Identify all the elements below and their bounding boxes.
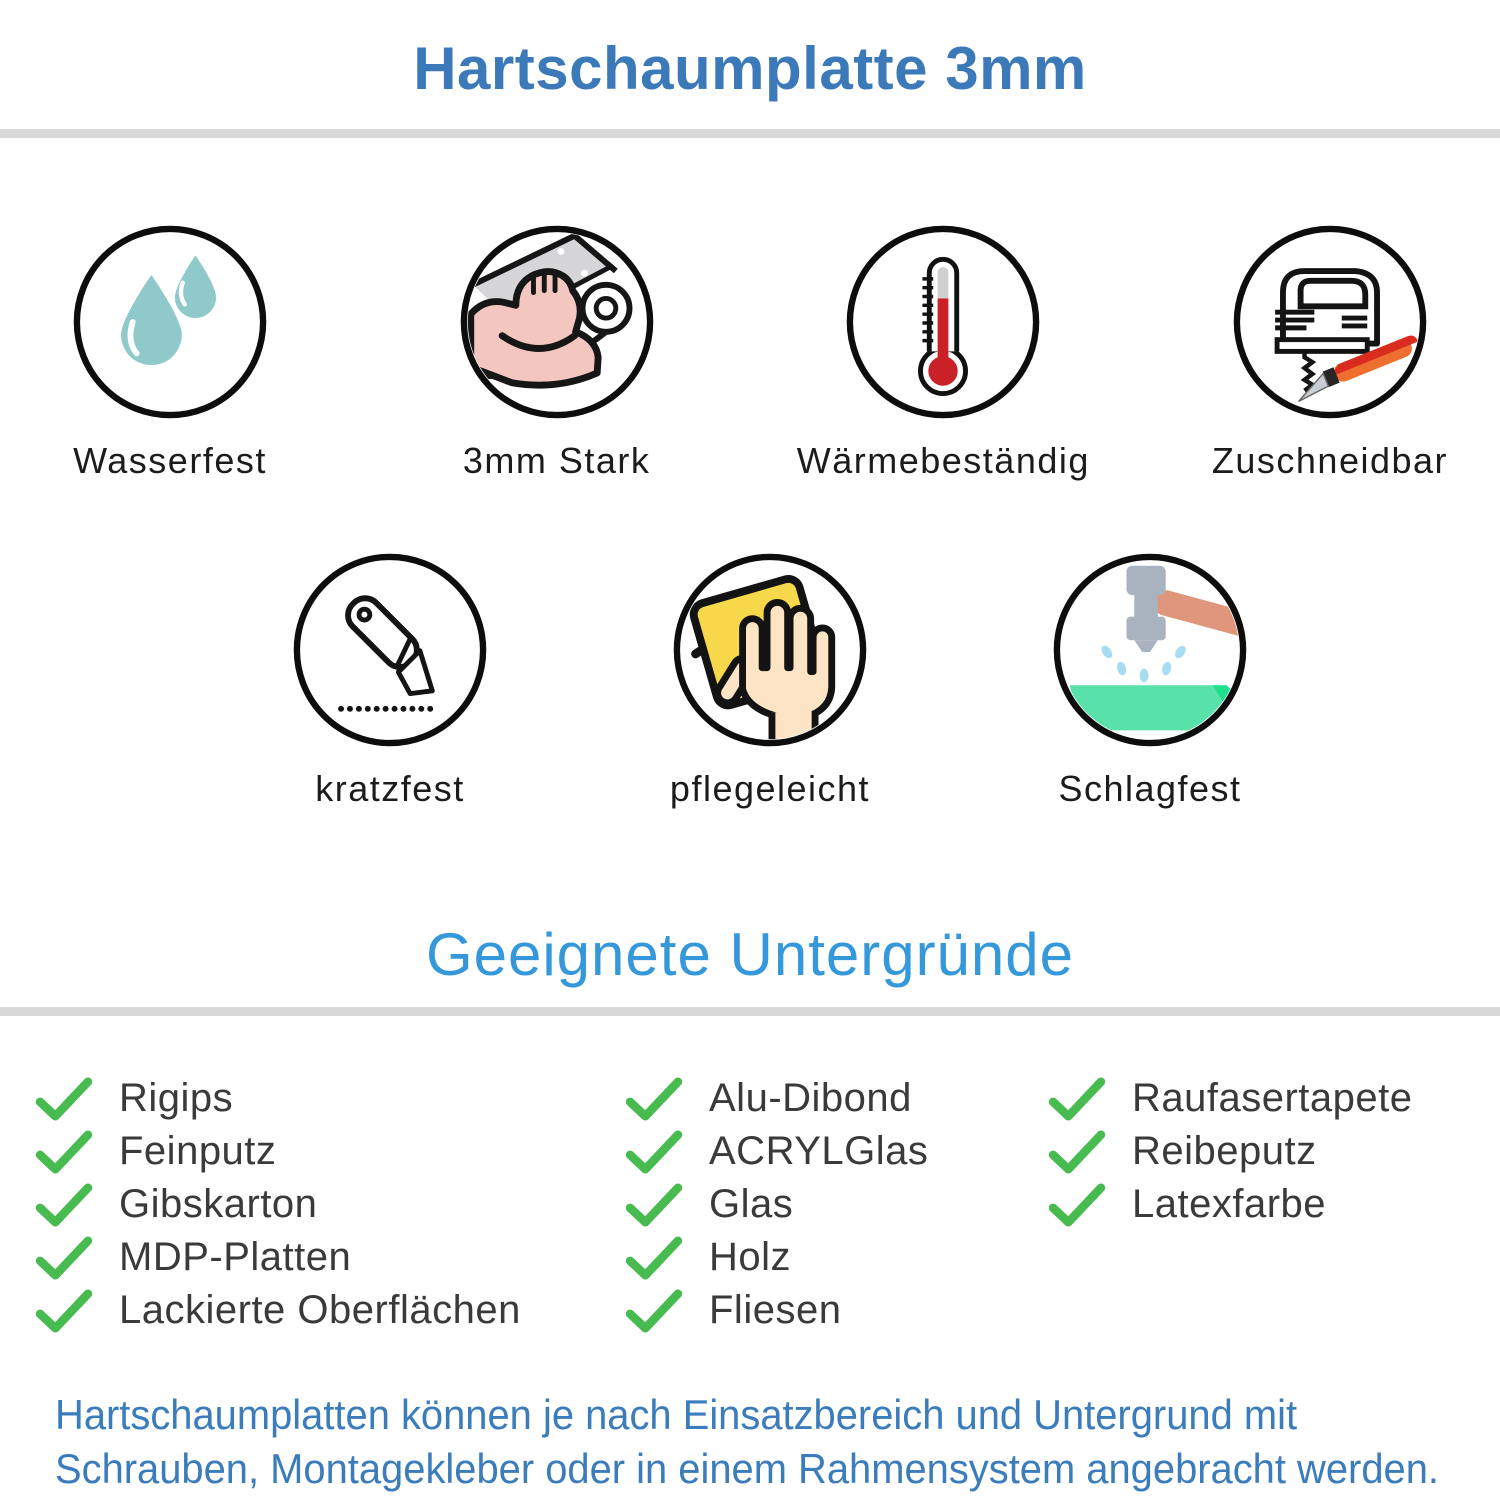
check-icon — [35, 1289, 93, 1333]
utility-knife-icon — [292, 552, 488, 748]
check-icon — [1048, 1130, 1106, 1174]
thermometer-icon — [845, 224, 1041, 420]
substrate-item — [625, 1072, 928, 1125]
footer-note — [55, 1388, 1500, 1496]
section-heading: Geeignete Untergründe — [425, 921, 1075, 988]
check-icon — [35, 1077, 93, 1121]
hammer-icon — [1052, 552, 1248, 748]
substrate-label: Latexfarbe — [1132, 1182, 1327, 1226]
substrate-item — [1048, 1072, 1413, 1125]
feature-schlagfest — [1010, 552, 1290, 810]
substrate-item — [35, 1072, 521, 1125]
check-icon — [1048, 1183, 1106, 1227]
divider — [0, 129, 1500, 138]
feature-label: Schlagfest — [1058, 768, 1242, 809]
substrate-label: Rigips — [119, 1076, 234, 1120]
feature-3mm-stark — [417, 224, 697, 482]
feature-kratzfest — [250, 552, 530, 810]
substrate-item — [35, 1125, 521, 1178]
substrate-item — [35, 1178, 521, 1231]
substrate-label: Lackierte Oberflächen — [119, 1288, 521, 1332]
substrate-label: Gibskarton — [119, 1182, 318, 1226]
substrate-item — [1048, 1178, 1413, 1231]
footer-line: Hartschaumplatten können je nach Einsatzbereich und Untergrund mit — [55, 1391, 1298, 1438]
substrate-item — [625, 1231, 928, 1284]
feature-label: 3mm Stark — [462, 440, 651, 481]
check-icon — [1048, 1077, 1106, 1121]
feature-zuschneidbar — [1190, 224, 1470, 482]
footer-line: Schrauben, Montagekleber oder in einem Rahmensystem angebracht werden. — [55, 1445, 1440, 1492]
substrate-label: Feinputz — [119, 1129, 277, 1173]
feature-label: Wärmebeständig — [796, 440, 1090, 481]
substrate-label: Raufasertapete — [1132, 1076, 1413, 1120]
substrate-item — [625, 1178, 928, 1231]
substrates-column-2 — [625, 1072, 928, 1337]
substrate-item — [1048, 1125, 1413, 1178]
divider — [0, 1007, 1500, 1016]
substrate-label: Alu-Dibond — [709, 1076, 912, 1120]
jigsaw-cutter-icon — [1232, 224, 1428, 420]
page-title: Hartschaumplatte 3mm — [413, 35, 1087, 102]
substrate-label: Glas — [709, 1182, 794, 1226]
water-drops-icon — [72, 224, 268, 420]
substrate-item — [625, 1284, 928, 1337]
feature-label: pflegeleicht — [669, 768, 871, 809]
check-icon — [625, 1289, 683, 1333]
feature-waermebestaendig — [796, 224, 1090, 482]
features-row-1 — [30, 224, 1470, 482]
substrate-label: Holz — [709, 1235, 792, 1279]
feature-wasserfest — [30, 224, 310, 482]
check-icon — [35, 1130, 93, 1174]
substrate-item — [625, 1125, 928, 1178]
substrate-label: ACRYLGlas — [709, 1129, 929, 1173]
substrates-column-3 — [1048, 1072, 1413, 1231]
feature-label: Wasserfest — [73, 440, 267, 481]
substrate-label: MDP-Platten — [119, 1235, 352, 1279]
check-icon — [625, 1130, 683, 1174]
substrate-item — [35, 1231, 521, 1284]
check-icon — [625, 1077, 683, 1121]
substrate-label: Reibeputz — [1132, 1129, 1317, 1173]
check-icon — [625, 1236, 683, 1280]
substrates-column-1 — [35, 1072, 521, 1337]
substrate-label: Fliesen — [709, 1288, 842, 1332]
substrate-item — [35, 1284, 521, 1337]
footer-text — [55, 1388, 1440, 1496]
feature-label: Zuschneidbar — [1211, 440, 1449, 481]
features-row-2 — [250, 552, 1290, 810]
check-icon — [625, 1183, 683, 1227]
check-icon — [35, 1236, 93, 1280]
muscle-arm-icon — [459, 224, 655, 420]
check-icon — [35, 1183, 93, 1227]
wiping-hand-icon — [672, 552, 868, 748]
feature-pflegeleicht — [630, 552, 910, 810]
feature-label: kratzfest — [315, 768, 465, 809]
